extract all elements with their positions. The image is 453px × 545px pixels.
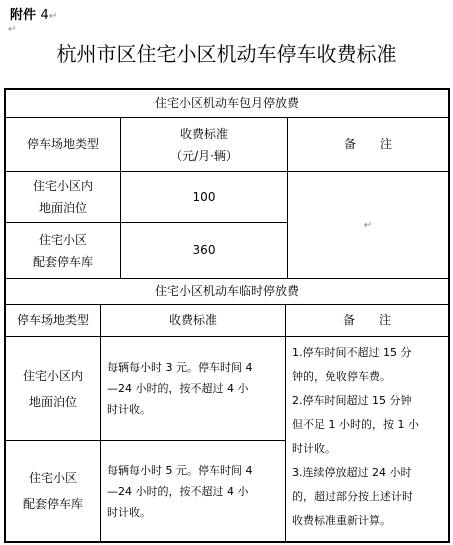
monthly-note-cell: ↵ <box>363 219 373 231</box>
monthly-row-1-type-line1: 住宅小区内 <box>32 179 93 193</box>
note-line: 3.连续停放超过 24 小时 <box>292 466 412 479</box>
temporary-row-2-type-line2: 配套停车库 <box>22 497 83 511</box>
monthly-section-title: 住宅小区机动车包月停放费 <box>154 96 299 111</box>
note-line: 时计收。 <box>292 442 336 455</box>
temporary-row-1-fee <box>101 337 285 440</box>
monthly-row-2-type-line1: 住宅小区 <box>38 232 87 247</box>
temporary-col-fee: 收费标准 <box>168 313 217 328</box>
monthly-col-fee-title: 收费标准 <box>179 126 228 141</box>
table-row <box>6 441 100 541</box>
monthly-col-note: 备 注 <box>343 137 392 152</box>
temporary-col-note: 备 注 <box>342 313 391 328</box>
monthly-col-fee-unit: （元/月·辆） <box>170 148 238 163</box>
temporary-row-2-fee-line: 每辆每小时 5 元。停车时间 4 <box>107 463 253 477</box>
monthly-col-fee <box>121 118 287 171</box>
page-title: 杭州市区住宅小区机动车停车收费标准 <box>56 42 397 66</box>
monthly-row-1-fee: 100 <box>192 189 216 204</box>
temporary-row-1-type-line2: 地面泊位 <box>28 394 77 409</box>
temporary-row-1-fee-line: —24 小时的，按不超过 4 小 <box>107 382 249 395</box>
table-row <box>6 337 100 440</box>
attachment-number: 4 <box>40 8 49 23</box>
temporary-col-type: 停车场地类型 <box>16 313 89 328</box>
note-line: 但不足 1 小时的，按 1 小 <box>292 418 419 431</box>
temporary-row-2-type-line1: 住宅小区 <box>28 471 77 485</box>
note-line: 钟的，免收停车费。 <box>292 370 391 383</box>
note-line: 的，超过部分按上述计时 <box>292 490 413 503</box>
monthly-col-type: 停车场地类型 <box>26 137 99 152</box>
table-row <box>6 223 120 278</box>
note-line: 收费标准重新计算。 <box>292 514 391 527</box>
attachment-label: 附件 4↵ <box>10 8 58 23</box>
monthly-row-2-fee: 360 <box>192 243 216 258</box>
temporary-row-1-fee-line: 每辆每小时 3 元。停车时间 4 <box>107 361 253 374</box>
temporary-notes <box>286 337 448 541</box>
temporary-row-2-fee <box>101 441 285 541</box>
temporary-row-1-fee-line: 时计收。 <box>107 403 151 416</box>
monthly-row-2-type-line2: 配套停车库 <box>32 254 93 269</box>
note-line: 2.停车时间超过 15 分钟 <box>292 394 412 407</box>
temporary-row-2-fee-line: —24 小时的，按不超过 4 小 <box>107 484 249 498</box>
paragraph-mark: ↵ <box>8 24 17 35</box>
monthly-row-1-type-line2: 地面泊位 <box>38 201 87 215</box>
temporary-row-1-type-line1: 住宅小区内 <box>22 368 83 383</box>
temporary-section-title: 住宅小区机动车临时停放费 <box>154 284 299 299</box>
table-row <box>6 172 120 222</box>
note-line: 1.停车时间不超过 15 分 <box>292 346 412 359</box>
temporary-row-2-fee-line: 时计收。 <box>107 505 151 519</box>
